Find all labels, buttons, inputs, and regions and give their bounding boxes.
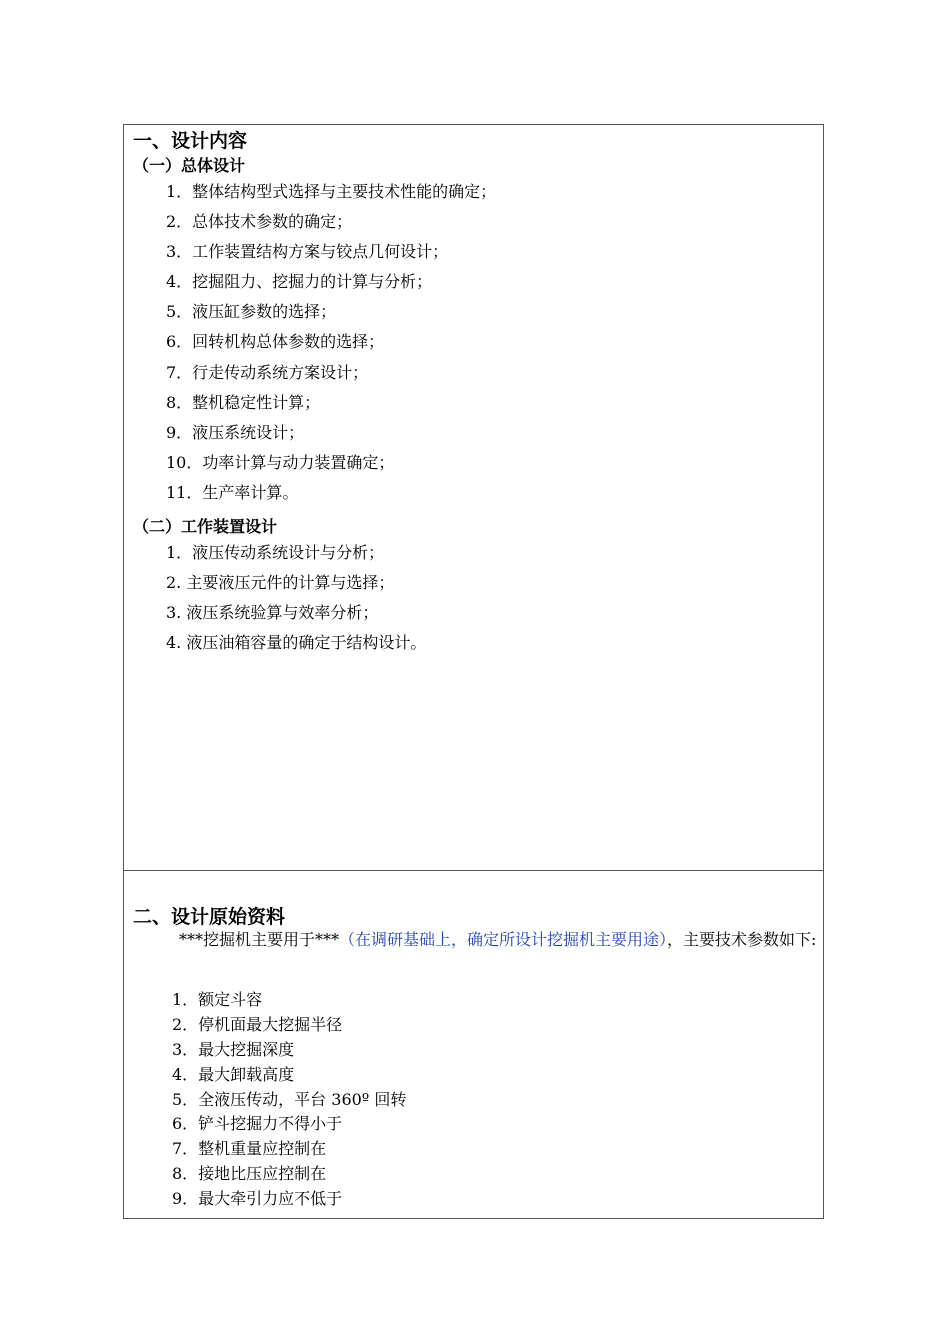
list-item: 7．行走传动系统方案设计； bbox=[166, 363, 369, 382]
list-item: 4．最大卸载高度 bbox=[172, 1065, 295, 1084]
section1-sub1-title: （一）总体设计 bbox=[133, 156, 246, 175]
list-item: 5．液压缸参数的选择； bbox=[166, 302, 337, 321]
list-item: 9．液压系统设计； bbox=[166, 423, 305, 442]
list-item: 7．整机重量应控制在 bbox=[172, 1139, 327, 1158]
list-item: 2. 主要液压元件的计算与选择； bbox=[166, 573, 395, 592]
list-item: 9．最大牵引力应不低于 bbox=[172, 1189, 343, 1208]
list-item: 8．接地比压应控制在 bbox=[172, 1164, 327, 1183]
list-item: 4. 液压油箱容量的确定于结构设计。 bbox=[166, 633, 427, 652]
list-item: 10．功率计算与动力装置确定； bbox=[166, 453, 395, 472]
intro-start: ***挖掘机主要用于*** bbox=[179, 930, 340, 949]
list-item: 1．整体结构型式选择与主要技术性能的确定； bbox=[166, 182, 497, 201]
intro-note: （在调研基础上，确定所设计挖掘机主要用途） bbox=[339, 930, 668, 949]
list-item: 1．额定斗容 bbox=[172, 990, 263, 1009]
section1-title: 一、设计内容 bbox=[133, 130, 248, 152]
list-item: 1．液压传动系统设计与分析； bbox=[166, 543, 385, 562]
list-item: 2．停机面最大挖掘半径 bbox=[172, 1015, 343, 1034]
list-item: 4．挖掘阻力、挖掘力的计算与分析； bbox=[166, 272, 433, 291]
list-item: 8．整机稳定性计算； bbox=[166, 393, 321, 412]
list-item: 6．铲斗挖掘力不得小于 bbox=[172, 1114, 343, 1133]
row-divider bbox=[124, 870, 823, 871]
list-item: 3．最大挖掘深度 bbox=[172, 1040, 295, 1059]
list-item: 11．生产率计算。 bbox=[166, 483, 299, 502]
list-item: 5．全液压传动，平台 360º 回转 bbox=[172, 1090, 407, 1109]
section2-title: 二、设计原始资料 bbox=[133, 906, 286, 928]
list-item: 6．回转机构总体参数的选择； bbox=[166, 332, 385, 351]
list-item: 3．工作装置结构方案与铰点几何设计； bbox=[166, 242, 449, 261]
section1-sub2-title: （二）工作装置设计 bbox=[133, 517, 278, 536]
intro-end: ，主要技术参数如下: bbox=[667, 930, 817, 949]
document-table bbox=[123, 124, 824, 1219]
list-item: 2．总体技术参数的确定； bbox=[166, 212, 353, 231]
list-item: 3. 液压系统验算与效率分析； bbox=[166, 603, 379, 622]
section2-intro bbox=[133, 925, 817, 955]
